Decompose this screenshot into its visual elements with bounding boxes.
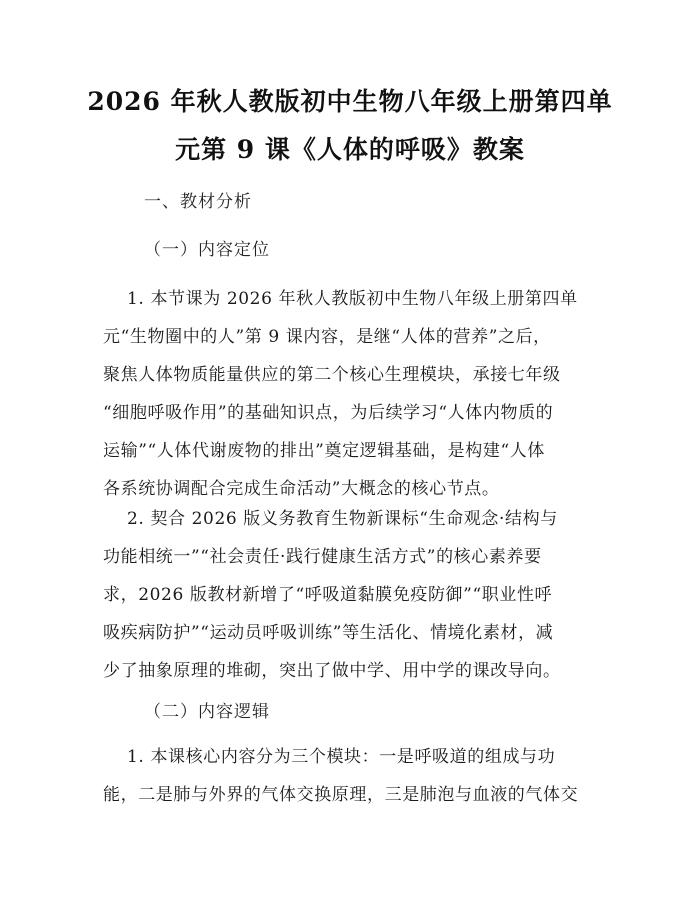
paragraph-line: 运输”“人体代谢废物的排出”奠定逻辑基础，是构建“人体 (103, 441, 545, 461)
document-title-line-2: 元第 9 课《人体的呼吸》教案 (175, 135, 525, 164)
paragraph-content-logic-1 (103, 738, 603, 814)
paragraph-line: 求，2026 版教材新增了“呼吸道黏膜免疫防御”“职业性呼 (103, 585, 553, 605)
paragraph-content-positioning-2 (103, 500, 603, 690)
paragraph-line: 元“生物圈中的人”第 9 课内容，是继“人体的营养”之后， (103, 327, 551, 347)
paragraph-line: 能，二是肺与外界的气体交换原理，三是肺泡与血液的气体交 (103, 785, 579, 805)
paragraph-content-positioning-1 (103, 280, 603, 508)
paragraph-line: 少了抽象原理的堆砌，突出了做中学、用中学的课改导向。 (103, 661, 561, 681)
paragraph-line: 功能相统一”“社会责任·践行健康生活方式”的核心素养要 (103, 547, 542, 567)
section-heading-teaching-material-analysis: 一、教材分析 (144, 192, 252, 212)
subsection-heading-content-positioning: （一）内容定位 (144, 240, 270, 260)
subsection-heading-content-logic: （二）内容逻辑 (144, 702, 270, 722)
paragraph-line: 2. 契合 2026 版义务教育生物新课标“生命观念·结构与 (103, 509, 558, 529)
paragraph-line: 各系统协调配合完成生命活动”大概念的核心节点。 (103, 479, 500, 499)
paragraph-line: 聚焦人体物质能量供应的第二个核心生理模块，承接七年级 (103, 365, 561, 385)
paragraph-line: 1. 本课核心内容分为三个模块：一是呼吸道的组成与功 (103, 747, 556, 767)
paragraph-line: 吸疾病防护”“运动员呼吸训练”等生活化、情境化素材，减 (103, 623, 554, 643)
paragraph-line: “细胞呼吸作用”的基础知识点，为后续学习“人体内物质的 (103, 403, 554, 423)
document-title-line-1: 2026 年秋人教版初中生物八年级上册第四单 (87, 87, 613, 116)
paragraph-line: 1. 本节课为 2026 年秋人教版初中生物八年级上册第四单 (103, 289, 578, 309)
